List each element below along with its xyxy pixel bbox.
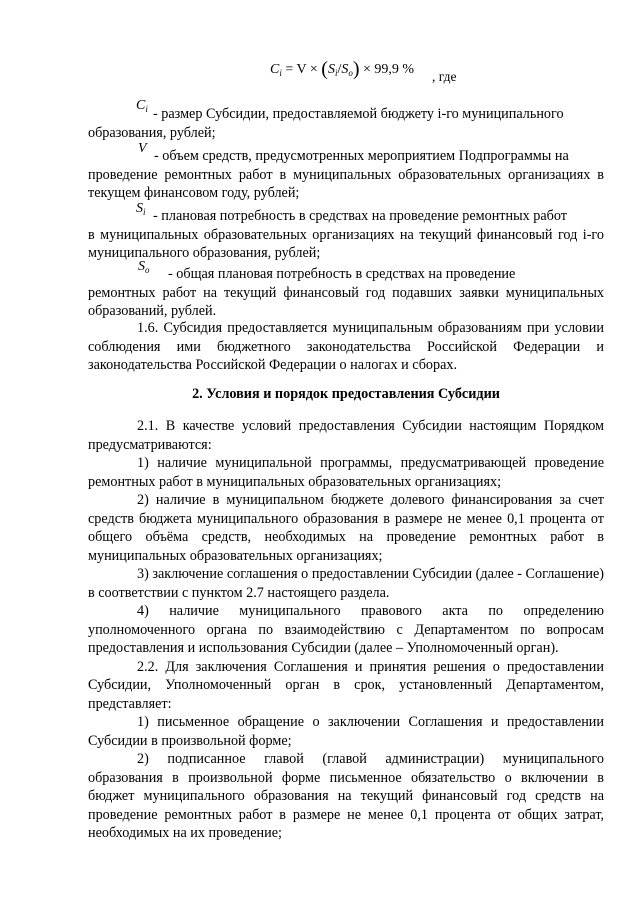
def-v [88, 147, 604, 203]
formula [270, 58, 414, 83]
def-v-text: - объем средств, предусмотренных мероприятием Подпрограммы на [154, 148, 569, 164]
paragraph-2-1-text: 2.1. В качестве условий предоставления Субсидии настоящим Порядком предусматриваются: [88, 418, 604, 453]
formula-s-den-sub: o [348, 68, 353, 78]
formula-lhs: C [270, 62, 280, 77]
def-symbol-si: $S_i$ [136, 201, 146, 217]
list-item-4: 4) наличие муниципального правового акта по определению уполномоченного органа по взаимодействию с Департаментом по вопросам предоставления и использования Субсидии (далее – Уполномоченный орган). [88, 603, 604, 656]
paragraph-1-6-text: 1.6. Субсидия предоставляется муниципальным образованиям при условии соблюдения ими бюджетного законодательства Российской Федерации и законодательства Российской Федерации о налогах и сборах. [88, 320, 604, 373]
formula-slash: / [337, 62, 342, 77]
formula-open-paren: ( [321, 58, 328, 80]
list-item-1: 1) наличие муниципальной программы, предусматривающей проведение ремонтных работ в муниципальных образовательных организациях; [88, 455, 604, 490]
def-symbol-so: $S_o$ [138, 259, 150, 275]
def-v-cont: проведение ремонтных работ в муниципальных образовательных организациях в текущем финансовом году, рублей; [88, 166, 604, 201]
list-item-2: 2) наличие в муниципальном бюджете долевого финансирования за счет средств бюджета муниципального образования в размере не менее 0,1 процента от общего объёма средств, необходимых на проведение ремонтных работ в муниципальных образовательных организациях; [88, 492, 604, 564]
formula-s-den: S [341, 62, 349, 77]
def-symbol-ci: $C_i$ [136, 98, 148, 114]
paragraph-1-6 [88, 319, 604, 375]
def-ci [88, 105, 604, 142]
sub-list-item-1: 1) письменное обращение о заключении Соглашения и предоставлении Субсидии в произвольной форме; [88, 714, 604, 749]
formula-close-paren: ) [352, 58, 360, 80]
formula-s-num-sub: i [334, 68, 338, 78]
section-heading: 2. Условия и порядок предоставления Субсидии [192, 386, 500, 402]
def-so-cont: ремонтных работ на текущий финансовый год подавших заявки муниципальных образований, рублей. [88, 284, 604, 319]
def-ci-text: - размер Субсидии, предоставляемой бюджету i-го муниципального [153, 106, 564, 122]
formula-tail-op: × 99,9 % [363, 62, 415, 77]
formula-s-num: S [327, 62, 335, 77]
formula-suffix: , где [432, 69, 457, 84]
def-ci-cont: образования, рублей; [88, 124, 216, 141]
def-symbol-v: V [138, 141, 147, 156]
sub-list-item-2: 2) подписанное главой (главой администрации) муниципального образования в произвольной форме письменное обязательство о включении в бюджет муниципального образования на текущий финансовый год средств на проведение ремонтных работ в размере не менее 0,1 процента от общих затрат, необходимых на их проведение; [88, 751, 604, 841]
def-si-cont: в муниципальных образовательных организациях на текущий финансовый год i-го муниципального образования, рублей; [88, 226, 604, 261]
paragraph-2-2-text: 2.2. Для заключения Соглашения и принятия решения о предоставлении Субсидии, Уполномоченный орган в срок, установленный Департаментом, представляет: [88, 658, 604, 712]
paragraph-2-1 [88, 417, 604, 843]
list-item-3: 3) заключение соглашения о предоставлении Субсидии (далее - Соглашение) в соответствии с пунктом 2.7 настоящего раздела. [88, 566, 604, 601]
def-so-text: - общая плановая потребность в средствах на проведение [168, 266, 516, 282]
formula-eq: = V × [285, 62, 318, 77]
formula-lhs-sub: i [279, 68, 282, 78]
def-si-text: - плановая потребность в средствах на проведение ремонтных работ [153, 208, 567, 224]
def-si [88, 207, 604, 263]
def-so [88, 265, 604, 321]
